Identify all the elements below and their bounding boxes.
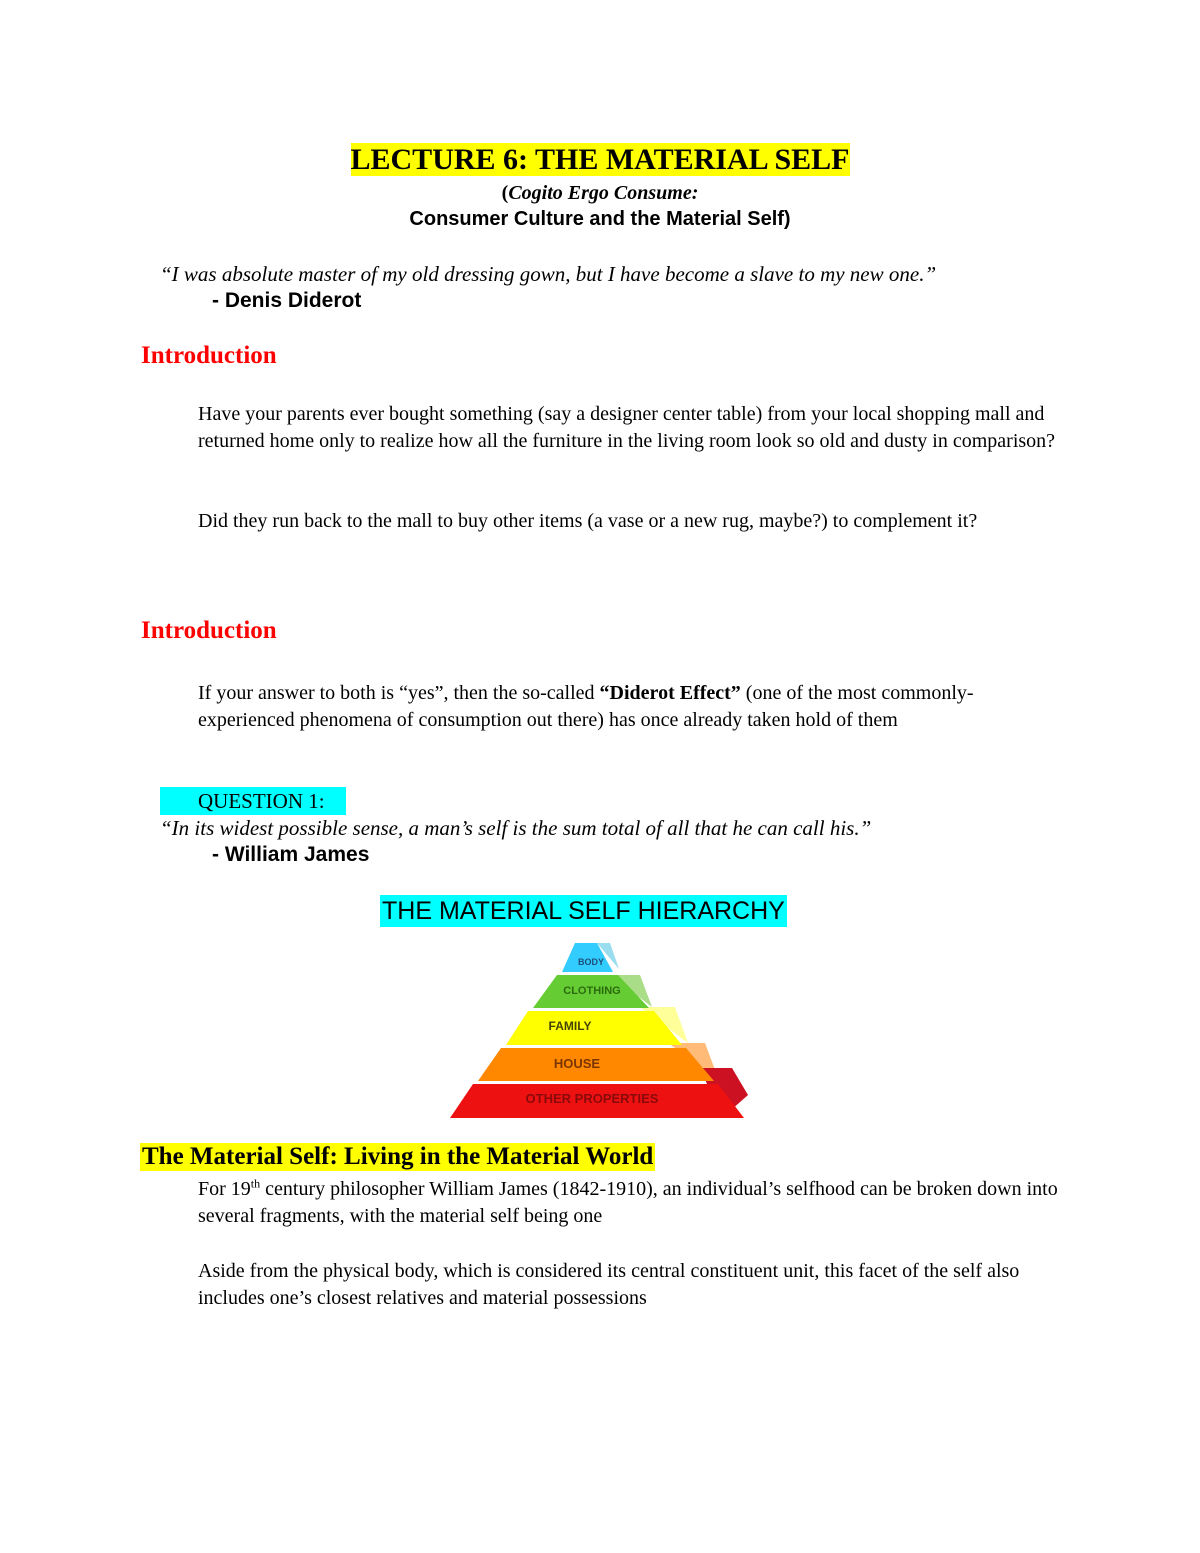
subtitle-line-2: Consumer Culture and the Material Self) [409, 208, 791, 230]
hierarchy-title: THE MATERIAL SELF HIERARCHY [382, 897, 785, 925]
intro-paragraph-1: Have your parents ever bought something (say a designer center table) from your local shopping mall and returned home only to realize how all the furniture in the living room look so old and dusty in comparison? [198, 403, 1056, 452]
pyramid-label-house: HOUSE [553, 1056, 601, 1071]
diderot-effect-term: “Diderot Effect” [599, 682, 741, 704]
material-self-paragraph: Aside from the physical body, which is considered its central constituent unit, this facet of the self also includes one’s closest relatives and material possessions [198, 1260, 1020, 1309]
pyramid-label-body: BODY [577, 957, 605, 967]
intro-heading-2: Introduction [141, 617, 277, 644]
pyramid-level-family [506, 1011, 682, 1045]
question-1-label: QUESTION 1: [160, 787, 346, 815]
diderot-quote: “I was absolute master of my old dressing gown, but I have become a slave to my new one.” [160, 262, 937, 286]
pyramid-label-family: FAMILY [548, 1019, 592, 1033]
page-title [0, 143, 1200, 177]
diderot-effect-paragraph: If your answer to both is “yes”, then the so-called “Diderot Effect” (one of the most commonly-experienced phenomena of consumption out there) has once already taken hold of them [198, 682, 974, 731]
material-self-pyramid [440, 935, 760, 1130]
diderot-attribution: - Denis Diderot [212, 289, 362, 312]
pyramid-label-clothing: CLOTHING [563, 985, 621, 997]
james-quote: “In its widest possible sense, a man’s self is the sum total of all that he can call his.” [160, 816, 872, 840]
title-text: LECTURE 6: THE MATERIAL SELF [350, 143, 850, 176]
pyramid-label-other-properties: OTHER PROPERTIES [525, 1091, 659, 1106]
intro-paragraph-2: Did they run back to the mall to buy other items (a vase or a new rug, maybe?) to complement it? [198, 510, 978, 532]
james-attribution: - William James [212, 843, 370, 866]
james-paragraph: For 19th century philosopher William James (1842-1910), an individual’s selfhood can be broken down into several fragments, with the material self being one [198, 1176, 1058, 1227]
subtitle-line-1: (Cogito Ergo Consume: [501, 182, 699, 204]
intro-heading-1: Introduction [141, 342, 277, 369]
material-world-heading: The Material Self: Living in the Material World [142, 1143, 654, 1170]
